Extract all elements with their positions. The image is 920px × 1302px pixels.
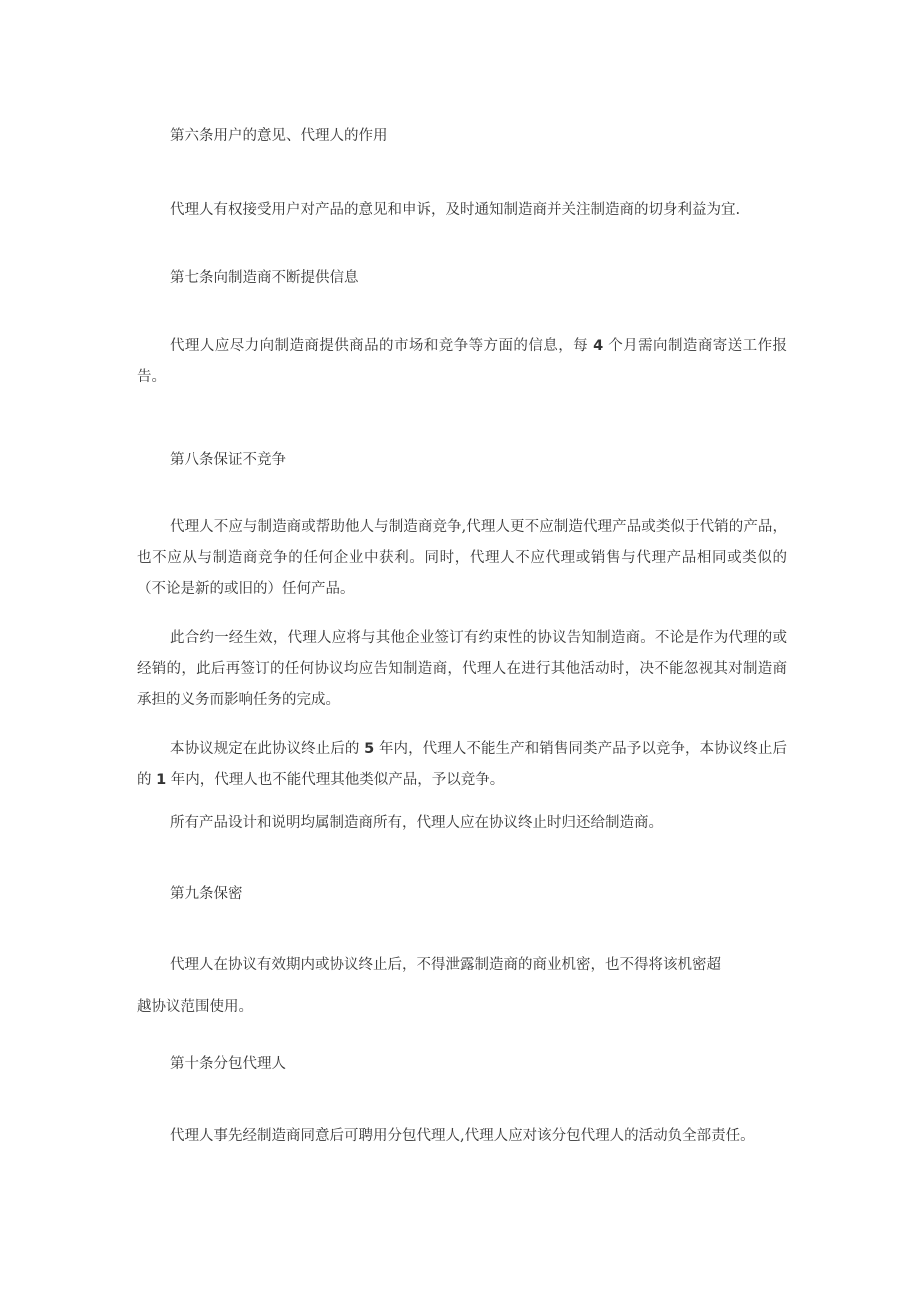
article-8-paragraph-1: 代理人不应与制造商或帮助他人与制造商竞争,代理人更不应制造代理产品或类似于代销的产品，也不应从与制造商竞争的任何企业中获利。同时，代理人不应代理或销售与代理产品相同或类似的（不论是新的或旧的）任何产品。 [137,519,787,597]
article-8-years-number-1: 5 [364,741,375,757]
article-7-body-text-b: 个月需向制造商寄送工作报告。 [137,338,788,385]
article-10-heading: 第十条分包代理人 [170,1056,286,1072]
article-9-body-line-2: 越协议范围使用。 [137,999,253,1015]
article-10-body: 代理人事先经制造商同意后可聘用分包代理人,代理人应对该分包代理人的活动负全部责任。 [170,1128,755,1144]
article-7-heading: 第七条向制造商不断提供信息 [170,270,359,286]
article-8-paragraph-2: 此合约一经生效，代理人应将与其他企业签订有约束性的协议告知制造商。不论是作为代理的或经销的，此后再签订的任何协议均应告知制造商，代理人在进行其他活动时，决不能忽视其对制造商承担的义务而影响任务的完成。 [137,630,787,708]
article-7-body [137,331,787,393]
article-7-body-text-a: 代理人应尽力向制造商提供商品的市场和竞争等方面的信息，每 [170,338,594,354]
article-6-heading: 第六条用户的意见、代理人的作用 [170,128,388,144]
article-8-heading: 第八条保证不竞争 [170,452,286,468]
article-7-months-number: 4 [593,338,604,354]
article-8-p3-text-a: 本协议规定在此协议终止后的 [170,741,365,757]
article-8-p3-text-c: 年内，代理人也不能代理其他类似产品，予以竞争。 [166,772,505,788]
article-8-paragraph-3 [137,734,787,796]
article-6-body: 代理人有权接受用户对产品的意见和申诉，及时通知制造商并关注制造商的切身利益为宜. [170,202,741,218]
article-8-p3-text-b: 年内，代理人不能生产和销售同类产品予以竞争，本协议终止后的 [137,741,787,788]
article-9-heading: 第九条保密 [170,886,243,902]
article-8-paragraph-4: 所有产品设计和说明均属制造商所有，代理人应在协议终止时归还给制造商。 [170,815,663,831]
article-8-years-number-2: 1 [156,772,167,788]
article-9-body-line-1: 代理人在协议有效期内或协议终止后，不得泄露制造商的商业机密，也不得将该机密超 [170,957,721,973]
